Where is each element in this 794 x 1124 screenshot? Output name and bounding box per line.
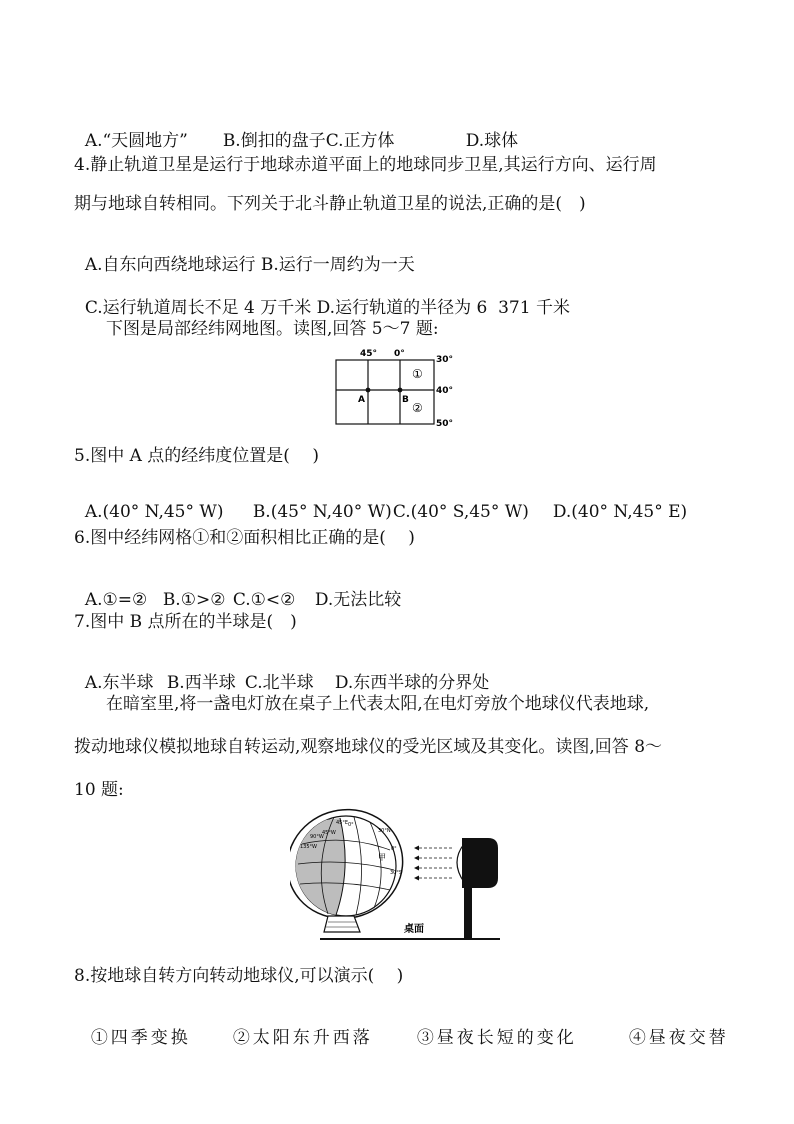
q5-options [74,482,687,522]
globe-label-90w: 90°W [310,834,324,840]
q7-stem: 7.图中 B 点所在的半球是( ) [74,612,297,632]
table-label: 桌面 [404,924,424,935]
q6-options [74,565,401,610]
q3-option-b: B.倒扣的盘子 [222,131,326,151]
globe-lamp-figure [290,808,510,944]
q8-option-1: ①四季变换 [90,1028,191,1048]
q6-option-c: C.①<② [232,590,296,610]
globe-label-0-equator: 0° [391,846,397,852]
globe-label-135w: 135°W [300,844,317,850]
label-cell-2: ② [412,401,423,415]
globe-label-45e: 45°E [336,820,349,826]
q7-option-a: A.东半球 [84,673,154,693]
q8-options [74,1003,729,1048]
q4-option-d: D.运行轨道的半径为 6 371 千米 [316,298,570,318]
q4-stem-line-1: 4.静止轨道卫星是运行于地球赤道平面上的地球同步卫星,其运行方向、运行周 [74,155,657,175]
label-lat-30: 30° [436,355,454,365]
q5-option-c: C.(40° S,45° W) [392,502,529,522]
q4-option-b: B.运行一周约为一天 [260,255,415,275]
globe-label-jia: 甲 [378,853,386,862]
q8-option-2: ②太阳东升西落 [232,1028,373,1048]
lamp-pole [464,888,472,938]
q5-option-b: B.(45° N,40° W) [252,502,392,522]
label-lon-0: 0° [394,349,405,359]
globe-label-45w: 45°W [322,830,336,836]
q6-option-b: B.①>② [162,590,226,610]
q7-option-d: D.东西半球的分界处 [334,673,490,693]
label-point-b: B [402,395,409,405]
q3-option-c: C.正方体 [325,131,395,151]
q7-options [74,648,489,693]
q3-option-d: D.球体 [465,131,519,151]
q8-option-4: ④昼夜交替 [628,1028,729,1048]
q3-options [74,106,518,151]
intro-8-10-line-3: 10 题: [74,780,124,800]
q5-option-d: D.(40° N,45° E) [552,502,688,522]
intro-8-10-line-1: 在暗室里,将一盏电灯放在桌子上代表太阳,在电灯旁放个地球仪代表地球, [106,694,650,714]
globe-stand [324,916,360,932]
q5-stem: 5.图中 A 点的经纬度位置是( ) [74,446,319,466]
intro-8-10-line-2: 拨动地球仪模拟地球自转运动,观察地球仪的受光区域及其变化。读图,回答 8～ [74,737,663,757]
q5-option-a: A.(40° N,45° W) [84,502,224,522]
q7-option-c: C.北半球 [244,673,314,693]
light-arrowheads [414,846,419,881]
label-lon-45: 45° [360,349,378,359]
q7-option-b: B.西半球 [166,673,236,693]
point-b-marker [398,388,403,393]
q8-stem: 8.按地球自转方向转动地球仪,可以演示( ) [74,966,404,986]
label-point-a: A [358,395,365,405]
q4-options-row-2 [74,273,570,318]
point-a-marker [366,388,371,393]
globe-label-30s: 30°S [390,870,403,876]
graticule-map [326,344,466,430]
light-arrows [416,848,452,878]
label-cell-1: ① [412,367,423,381]
q6-stem: 6.图中经纬网格①和②面积相比正确的是( ) [74,528,415,548]
q6-option-a: A.①=② [84,590,148,610]
globe-label-0-top: 0° [348,822,354,828]
globe-night-side [296,818,345,915]
q6-option-d: D.无法比较 [314,590,402,610]
q4-stem-line-2: 期与地球自转相同。下列关于北斗静止轨道卫星的说法,正确的是( ) [74,194,586,214]
label-lat-50: 50° [436,419,454,429]
label-lat-40: 40° [436,386,454,396]
q8-option-3: ③昼夜长短的变化 [416,1028,577,1048]
q3-option-a: A.“天圆地方” [84,131,188,151]
q4-options-row-1 [74,230,415,275]
q4-option-c: C.运行轨道周长不足 4 万千米 [84,298,312,318]
lamp-shade [462,838,498,888]
intro-5-7: 下图是局部经纬网地图。读图,回答 5～7 题: [106,319,439,339]
q4-option-a: A.自东向西绕地球运行 [84,255,256,275]
globe-label-30n: 30°N [378,828,391,834]
